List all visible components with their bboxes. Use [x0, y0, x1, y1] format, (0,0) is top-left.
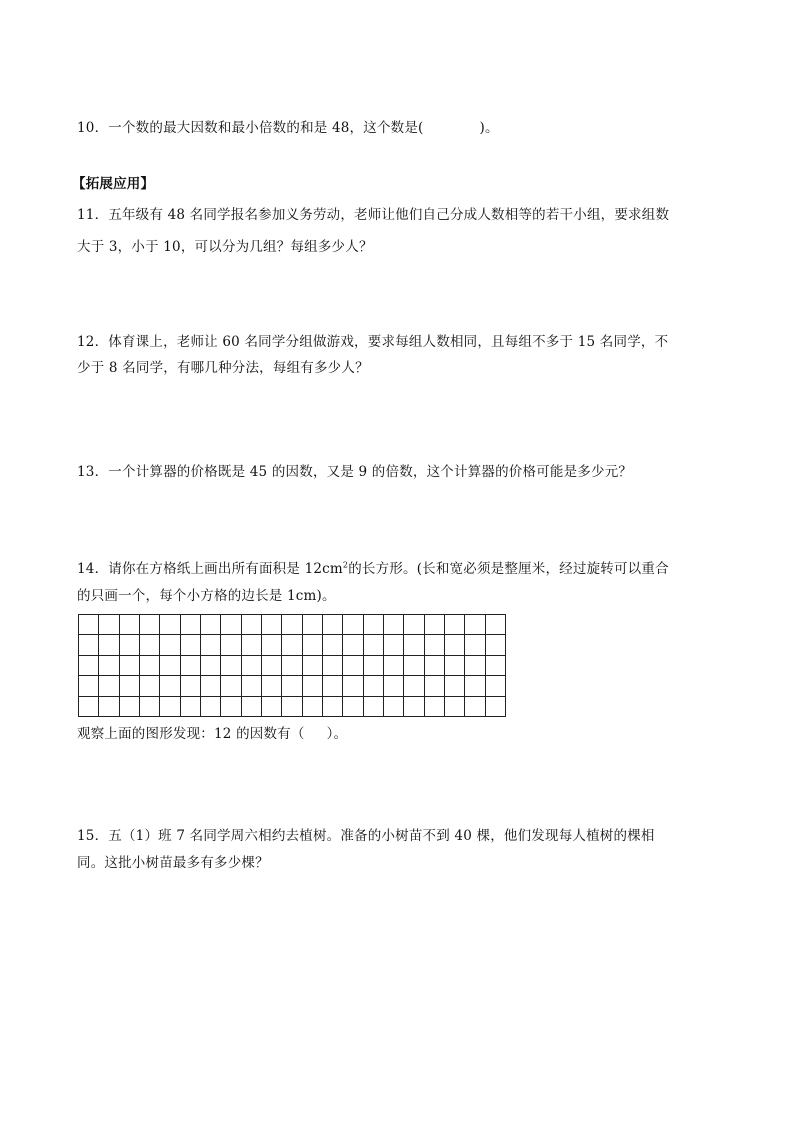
- question-13-line-1: 13．一个计算器的价格既是 45 的因数，又是 9 的倍数，这个计算器的价格可能是多少元？: [77, 464, 633, 480]
- grid-cell[interactable]: [445, 635, 465, 655]
- section-title: 【拓展应用】: [72, 176, 155, 192]
- grid-cell[interactable]: [465, 676, 485, 696]
- observation-text: 观察上面的图形发现：12 的因数有（: [77, 726, 305, 742]
- grid-cell[interactable]: [201, 656, 221, 676]
- grid-cell[interactable]: [303, 615, 323, 635]
- grid-cell[interactable]: [486, 676, 506, 696]
- grid-cell[interactable]: [140, 615, 160, 635]
- question-12-line-1: 12．体育课上，老师让 60 名同学分组做游戏，要求每组人数相同，且每组不多于 15 名同学，不: [77, 334, 669, 350]
- grid-cell[interactable]: [465, 697, 485, 717]
- grid-cell[interactable]: [343, 697, 363, 717]
- grid-paper[interactable]: [78, 614, 506, 717]
- grid-cell[interactable]: [303, 635, 323, 655]
- observation-closing: ）。: [326, 726, 348, 742]
- grid-cell[interactable]: [282, 676, 302, 696]
- grid-cell[interactable]: [404, 615, 424, 635]
- grid-cell[interactable]: [282, 656, 302, 676]
- grid-cell[interactable]: [465, 635, 485, 655]
- grid-cell[interactable]: [79, 656, 99, 676]
- grid-cell[interactable]: [343, 656, 363, 676]
- grid-cell[interactable]: [445, 656, 465, 676]
- question-14-text-a: 14．请你在方格纸上画出所有面积是 12cm: [77, 561, 343, 577]
- grid-cell[interactable]: [140, 635, 160, 655]
- grid-cell[interactable]: [445, 615, 465, 635]
- grid-cell[interactable]: [120, 697, 140, 717]
- grid-cell[interactable]: [221, 676, 241, 696]
- grid-cell[interactable]: [425, 615, 445, 635]
- grid-cell[interactable]: [262, 697, 282, 717]
- grid-cell[interactable]: [120, 676, 140, 696]
- grid-cell[interactable]: [140, 697, 160, 717]
- question-11-line-1: 11．五年级有 48 名同学报名参加义务劳动，老师让他们自己分成人数相等的若干小组，要求组数: [77, 207, 670, 223]
- grid-cell[interactable]: [99, 656, 119, 676]
- grid-cell[interactable]: [425, 676, 445, 696]
- grid-cell[interactable]: [79, 615, 99, 635]
- grid-cell[interactable]: [486, 635, 506, 655]
- grid-cell[interactable]: [99, 615, 119, 635]
- grid-cell[interactable]: [160, 656, 180, 676]
- question-14-line-1: [77, 559, 669, 579]
- grid-cell[interactable]: [282, 697, 302, 717]
- question-15-line-1: 15．五（1）班 7 名同学周六相约去植树。准备的小树苗不到 40 棵，他们发现每人植树的棵相: [77, 828, 655, 844]
- grid-cell[interactable]: [181, 615, 201, 635]
- grid-cell[interactable]: [120, 615, 140, 635]
- question-14-observation: [77, 724, 347, 744]
- grid-cell[interactable]: [221, 615, 241, 635]
- grid-cell[interactable]: [99, 635, 119, 655]
- grid-cell[interactable]: [364, 656, 384, 676]
- grid-cell[interactable]: [79, 635, 99, 655]
- grid-cell[interactable]: [404, 635, 424, 655]
- grid-cell[interactable]: [282, 615, 302, 635]
- grid-cell[interactable]: [282, 635, 302, 655]
- grid-cell[interactable]: [364, 635, 384, 655]
- grid-cell[interactable]: [160, 615, 180, 635]
- grid-cell[interactable]: [99, 697, 119, 717]
- grid-cell[interactable]: [425, 697, 445, 717]
- grid-cell[interactable]: [181, 697, 201, 717]
- grid-cell[interactable]: [323, 615, 343, 635]
- grid-cell[interactable]: [303, 656, 323, 676]
- grid-cell[interactable]: [323, 635, 343, 655]
- grid-cell[interactable]: [262, 615, 282, 635]
- grid-cell[interactable]: [384, 635, 404, 655]
- grid-cell[interactable]: [262, 656, 282, 676]
- grid-cell[interactable]: [343, 676, 363, 696]
- grid-cell[interactable]: [425, 656, 445, 676]
- grid-cell[interactable]: [343, 635, 363, 655]
- grid-cell[interactable]: [221, 635, 241, 655]
- grid-cell[interactable]: [181, 656, 201, 676]
- grid-cell[interactable]: [120, 656, 140, 676]
- grid-cell[interactable]: [364, 615, 384, 635]
- grid-cell[interactable]: [181, 676, 201, 696]
- grid-cell[interactable]: [404, 656, 424, 676]
- grid-cell[interactable]: [323, 676, 343, 696]
- grid-cell[interactable]: [384, 615, 404, 635]
- grid-cell[interactable]: [364, 676, 384, 696]
- grid-cell[interactable]: [242, 697, 262, 717]
- grid-cell[interactable]: [79, 697, 99, 717]
- grid-cell[interactable]: [201, 615, 221, 635]
- grid-cell[interactable]: [465, 615, 485, 635]
- question-10-closing: )。: [479, 120, 499, 136]
- grid-cell[interactable]: [242, 615, 262, 635]
- grid-cell[interactable]: [323, 697, 343, 717]
- grid-cell[interactable]: [242, 656, 262, 676]
- grid-cell[interactable]: [99, 676, 119, 696]
- grid-cell[interactable]: [303, 697, 323, 717]
- grid-cell[interactable]: [384, 697, 404, 717]
- grid-cell[interactable]: [201, 676, 221, 696]
- grid-cell[interactable]: [242, 635, 262, 655]
- grid-cell[interactable]: [160, 676, 180, 696]
- grid-cell[interactable]: [262, 676, 282, 696]
- grid-cell[interactable]: [364, 697, 384, 717]
- grid-cell[interactable]: [201, 697, 221, 717]
- grid-cell[interactable]: [486, 697, 506, 717]
- grid-cell[interactable]: [242, 676, 262, 696]
- question-10: [77, 118, 499, 138]
- question-14-line-2: 的只画一个，每个小方格的边长是 1cm)。: [77, 588, 336, 604]
- question-15-line-2: 同。这批小树苗最多有多少棵？: [77, 855, 269, 871]
- grid-cell[interactable]: [262, 635, 282, 655]
- grid-cell[interactable]: [160, 635, 180, 655]
- grid-cell[interactable]: [303, 676, 323, 696]
- grid-cell[interactable]: [486, 615, 506, 635]
- question-11-line-2: 大于 3，小于 10，可以分为几组？每组多少人？: [77, 239, 373, 255]
- grid-cell[interactable]: [323, 656, 343, 676]
- grid-cell[interactable]: [343, 615, 363, 635]
- superscript: 2: [342, 560, 349, 570]
- question-12-line-2: 少于 8 名同学，有哪几种分法，每组有多少人？: [77, 360, 369, 376]
- grid-cell[interactable]: [445, 676, 465, 696]
- grid-cell[interactable]: [445, 697, 465, 717]
- grid-cell[interactable]: [79, 676, 99, 696]
- question-10-text: 10．一个数的最大因数和最小倍数的和是 48，这个数是(: [77, 120, 424, 136]
- grid-cell[interactable]: [425, 635, 445, 655]
- grid-cell[interactable]: [404, 676, 424, 696]
- grid-cell[interactable]: [465, 656, 485, 676]
- grid-cell[interactable]: [221, 697, 241, 717]
- grid-cell[interactable]: [120, 635, 140, 655]
- grid-cell[interactable]: [221, 656, 241, 676]
- grid-cell[interactable]: [384, 656, 404, 676]
- grid-cell[interactable]: [384, 676, 404, 696]
- grid-cell[interactable]: [140, 676, 160, 696]
- grid-cell[interactable]: [201, 635, 221, 655]
- grid-cell[interactable]: [404, 697, 424, 717]
- grid-cell[interactable]: [486, 656, 506, 676]
- grid-cell[interactable]: [181, 635, 201, 655]
- grid-cell[interactable]: [140, 656, 160, 676]
- grid-cell[interactable]: [160, 697, 180, 717]
- question-14-text-b: 的长方形。(长和宽必须是整厘米，经过旋转可以重合: [348, 561, 669, 577]
